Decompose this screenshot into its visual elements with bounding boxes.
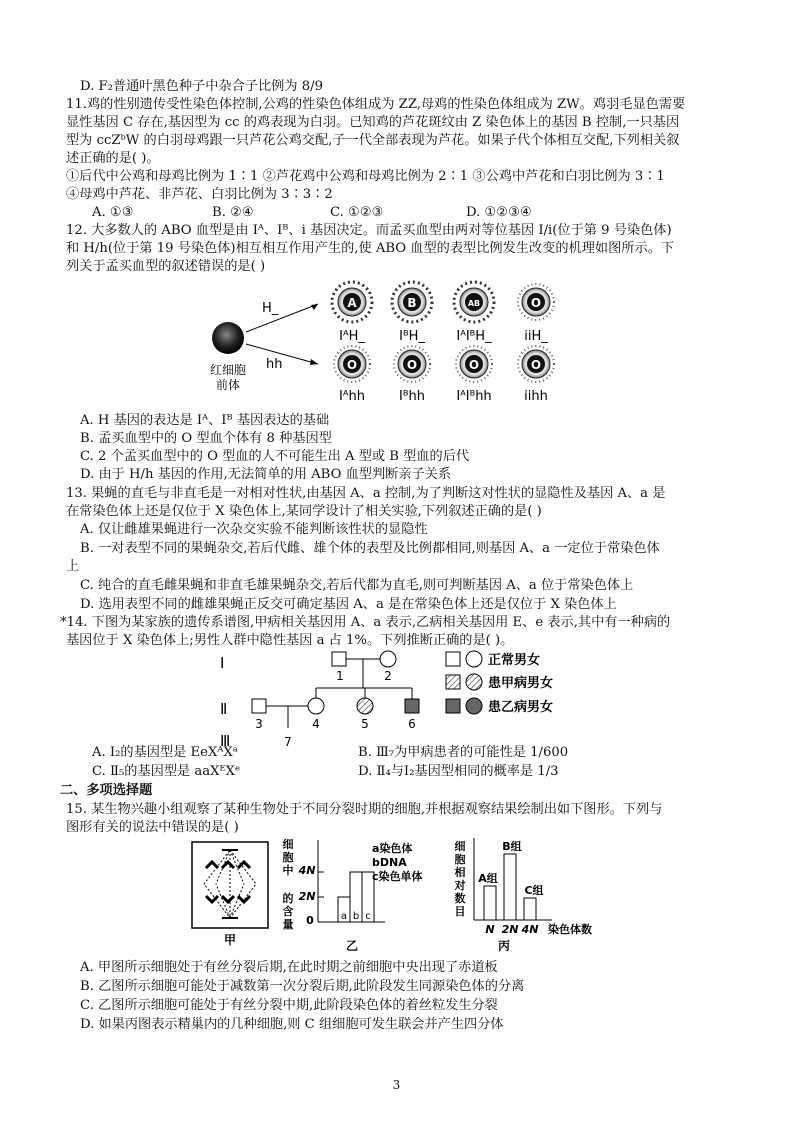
y-axis-label: 胞 (454, 853, 466, 866)
female-disease-a-symbol (357, 698, 373, 714)
genotype-label: iiH_ (524, 329, 548, 344)
svg-text:AB: AB (467, 299, 481, 308)
q15-option-b: B. 乙图所示细胞可能处于减数第一次分裂后期,此阶段发生同源染色体的分离 (80, 979, 525, 994)
pedigree-chart (200, 648, 610, 748)
legend-male-disease-b-icon (446, 699, 460, 713)
q10-option-d: D. F₂普通叶黑色种子中杂合子比例为 8/9 (80, 79, 323, 94)
individual-id: 4 (312, 717, 320, 731)
legend-male-normal-icon (446, 652, 460, 666)
y-axis-label: 对 (454, 879, 466, 892)
bar-group-b (504, 854, 516, 920)
q15-line: 15. 某生物兴趣小组观察了某种生物处于不同分裂时期的细胞,并根据观察结果绘制出如下图形。下列与 (66, 802, 663, 817)
svg-text:O: O (346, 358, 358, 372)
q11-line: ①后代中公鸡和母鸡比例为 1∶1 ②芦花鸡中公鸡和母鸡比例为 2∶1 ③公鸡中芦花和白羽比例为 3∶1 (66, 169, 665, 184)
cell-type-o-icon (518, 346, 554, 382)
bar-group-c (524, 898, 536, 920)
q13-option-c: C. 纯合的直毛雌果蝇和非直毛雄果蝇杂交,若后代都为直毛,则可判断基因 A、a 位于常染色体上 (80, 578, 634, 593)
tick-4n: 4N (298, 864, 316, 877)
x-axis-label: 染色体数 (548, 923, 592, 936)
svg-text:A: A (347, 296, 357, 310)
q11-option-b: B. ②④ (212, 205, 254, 220)
individual-id: 3 (255, 717, 263, 731)
bar-label: c (365, 911, 371, 922)
legend-female-normal-icon (466, 651, 482, 667)
individual-id: 5 (361, 717, 369, 731)
y-axis-label: 含 (282, 905, 294, 918)
bar-label: b (352, 911, 360, 922)
section-heading: 二、多项选择题 (60, 783, 153, 798)
q14-option-d: D. Ⅱ₄与Ⅰ₂基因型相同的概率是 1/3 (358, 764, 559, 779)
group-label: B组 (502, 840, 522, 853)
q12-option-c: C. 2 个孟买血型中的 O 型血的人不可能生出 A 型或 B 型血的后代 (80, 449, 470, 464)
figure-jia (186, 838, 276, 948)
bar-group-a (484, 886, 496, 920)
male-normal-symbol (332, 652, 346, 666)
gen-label-ii: Ⅱ (220, 700, 228, 718)
x-tick: 2N (501, 923, 519, 936)
legend-normal-label: 正常男女 (488, 653, 541, 668)
blood-type-diagram (200, 274, 590, 404)
group-label: C组 (524, 884, 544, 897)
q15-option-d: D. 如果丙图表示精巢内的几种细胞,则 C 组细胞可发生联会并产生四分体 (80, 1017, 504, 1032)
legend-female-disease-a-icon (466, 674, 482, 690)
y-axis-label: 相 (454, 866, 466, 879)
precursor-cell-icon (212, 322, 244, 354)
q11-line: ④母鸡中芦花、非芦花、白羽比例为 3∶3∶2 (66, 187, 333, 202)
figure-bing-label: 丙 (497, 939, 511, 953)
legend-item: c染色单体 (372, 870, 423, 883)
individual-id: 1 (336, 669, 344, 683)
x-tick: 4N (521, 923, 539, 936)
female-normal-symbol (380, 651, 396, 667)
y-axis-label: 细 (282, 838, 294, 851)
legend-item: a染色体 (372, 842, 413, 855)
genotype-label: Iᴬhh (339, 389, 365, 404)
figure-yi-chart (280, 836, 430, 954)
q14-line: 基因位于 X 染色体上;男性人群中隐性基因 a 占 1%。下列推断正确的是( )。 (66, 633, 514, 648)
q11-line: 述正确的是( )。 (66, 151, 160, 166)
cell-type-a-icon (332, 282, 372, 322)
genotype-label: iihh (524, 389, 548, 404)
q12-line: 和 H/h(位于第 19 号染色体)相互相互作用产生的,使 ABO 血型的表型比例发生改变的机理如图所示。下 (66, 241, 675, 256)
y-axis-label: 数 (454, 892, 466, 905)
q13-line: 13. 果蝇的直毛与非直毛是一对相对性状,由基因 A、a 控制,为了判断这对性状的显隐性及基因 A、a 是 (66, 486, 666, 501)
y-axis-label: 量 (282, 918, 294, 931)
bar-label: a (340, 911, 348, 922)
arrow-label-hh: hh (266, 357, 283, 372)
q13-line: 在常染色体上还是仅位于 X 染色体上,某同学设计了相关实验,下列叙述正确的是( ) (66, 504, 542, 519)
q14-option-b: B. Ⅲ₇为甲病患者的可能性是 1/600 (358, 745, 569, 760)
q14-option-c: C. Ⅱ₅的基因型是 aaXᴱXᵉ (92, 764, 241, 779)
legend-male-disease-a-icon (446, 675, 460, 689)
legend-disease-b-label: 患乙病男女 (488, 700, 554, 715)
cell-type-b-icon (392, 282, 432, 322)
cell-type-o-icon (334, 346, 370, 382)
svg-text:B: B (407, 296, 417, 310)
precursor-label: 前体 (215, 378, 241, 392)
q15-option-c: C. 乙图所示细胞可能处于有丝分裂中期,此阶段染色体的着丝粒发生分裂 (80, 998, 498, 1013)
figure-bing-chart (452, 836, 614, 954)
q11-line: 显性基因 C 存在,基因型为 cc 的鸡表现为白羽。已知鸡的芦花斑纹由 Z 染色体上的基因 B 控制,一只基因 (66, 115, 680, 130)
svg-text:O: O (468, 358, 480, 372)
arrow-h (246, 304, 318, 332)
svg-text:O: O (406, 358, 418, 372)
tick-0: 0 (306, 914, 314, 927)
gen-label-i: Ⅰ (220, 654, 225, 672)
y-axis-label: 胞 (282, 851, 294, 864)
individual-id: 6 (408, 717, 416, 731)
q12-option-b: B. 孟买血型中的 O 型血个体有 8 种基因型 (80, 431, 332, 446)
svg-text:O: O (530, 296, 542, 310)
q13-option-b-cont: 上 (66, 559, 80, 574)
genotype-label: IᴮH_ (399, 329, 425, 344)
group-label: A组 (478, 872, 498, 885)
y-axis-label: 中 (282, 864, 294, 877)
legend-female-disease-b-icon (466, 698, 482, 714)
y-axis-label: 的 (282, 892, 294, 905)
page-number: 3 (392, 1078, 401, 1092)
male-normal-symbol (252, 699, 266, 713)
q14-option-a: A. Ⅰ₂的基因型是 EeXᴬXᵃ (92, 745, 238, 760)
cell-type-ab-icon (454, 282, 494, 322)
q12-line: 12. 大多数人的 ABO 血型是由 Iᴬ、Iᴮ、i 基因决定。而孟买血型由两对等位基因 I/i(位于第 9 号染色体) (66, 223, 672, 238)
svg-text:O: O (530, 358, 542, 372)
q12-option-d: D. 由于 H/h 基因的作用,无法简单的用 ABO 血型判断亲子关系 (80, 467, 452, 482)
q12-option-a: A. H 基因的表达是 Iᴬ、Iᴮ 基因表达的基础 (80, 413, 330, 428)
y-axis-label: 细 (454, 840, 466, 853)
q15-line: 图形有关的说法中错误的是( ) (66, 820, 239, 835)
y-axis-label: 目 (454, 905, 466, 918)
q14-line: *14. 下图为某家族的遗传系谱图,甲病相关基因用 A、a 表示,乙病相关基因用 E、e 表示,其中有一种病的 (60, 615, 671, 630)
gen-label-iii: Ⅲ (220, 732, 231, 748)
female-normal-symbol (308, 698, 324, 714)
q13-option-a: A. 仅让雌雄果蝇进行一次杂交实验不能判断该性状的显隐性 (80, 522, 428, 537)
q15-option-a: A. 甲图所示细胞处于有丝分裂后期,在此时期之前细胞中央出现了赤道板 (80, 960, 498, 975)
tick-2n: 2N (298, 890, 316, 903)
genotype-label: IᴬIᴮhh (456, 389, 492, 404)
figure-jia-label: 甲 (223, 933, 237, 947)
male-disease-b-symbol (405, 699, 419, 713)
figure-yi-label: 乙 (345, 939, 359, 953)
legend-item: bDNA (372, 856, 407, 869)
q11-option-d: D. ①②③④ (466, 205, 532, 220)
cell-type-o-icon (394, 346, 430, 382)
q13-option-b: B. 一对表型不同的果蝇杂交,若后代雌、雄个体的表型及比例都相同,则基因 A、a 一定位于常染色体 (80, 541, 660, 556)
arrow-label-h: H_ (262, 301, 279, 316)
q11-line: 11.鸡的性别遗传受性染色体控制,公鸡的性染色体组成为 ZZ,母鸡的性染色体组成为 ZW。鸡羽毛显色需要 (66, 97, 686, 112)
individual-id: 7 (284, 735, 292, 748)
q13-option-d: D. 选用表型不同的雌雄果蝇正反交可确定基因 A、a 是在常染色体上还是仅位于 X 染色体上 (80, 597, 617, 612)
x-tick: N (485, 923, 495, 936)
individual-id: 2 (384, 669, 392, 683)
precursor-label: 红细胞 (209, 363, 247, 377)
q12-line: 列关于孟买血型的叙述错误的是( ) (66, 259, 266, 274)
q11-option-c: C. ①②③ (330, 205, 384, 220)
q11-option-a: A. ①③ (92, 205, 134, 220)
genotype-label: IᴬH_ (339, 329, 365, 344)
legend-disease-a-label: 患甲病男女 (488, 676, 554, 691)
cell-type-o-icon (518, 284, 554, 320)
cell-type-o-icon (456, 346, 492, 382)
q11-line: 型为 ccZᵇW 的白羽母鸡跟一只芦花公鸡交配,子一代全部表现为芦花。如果子代个体相互交配,下列相关叙 (66, 133, 680, 148)
genotype-label: Iᴮhh (399, 389, 425, 404)
genotype-label: IᴬIᴮH_ (456, 329, 492, 344)
